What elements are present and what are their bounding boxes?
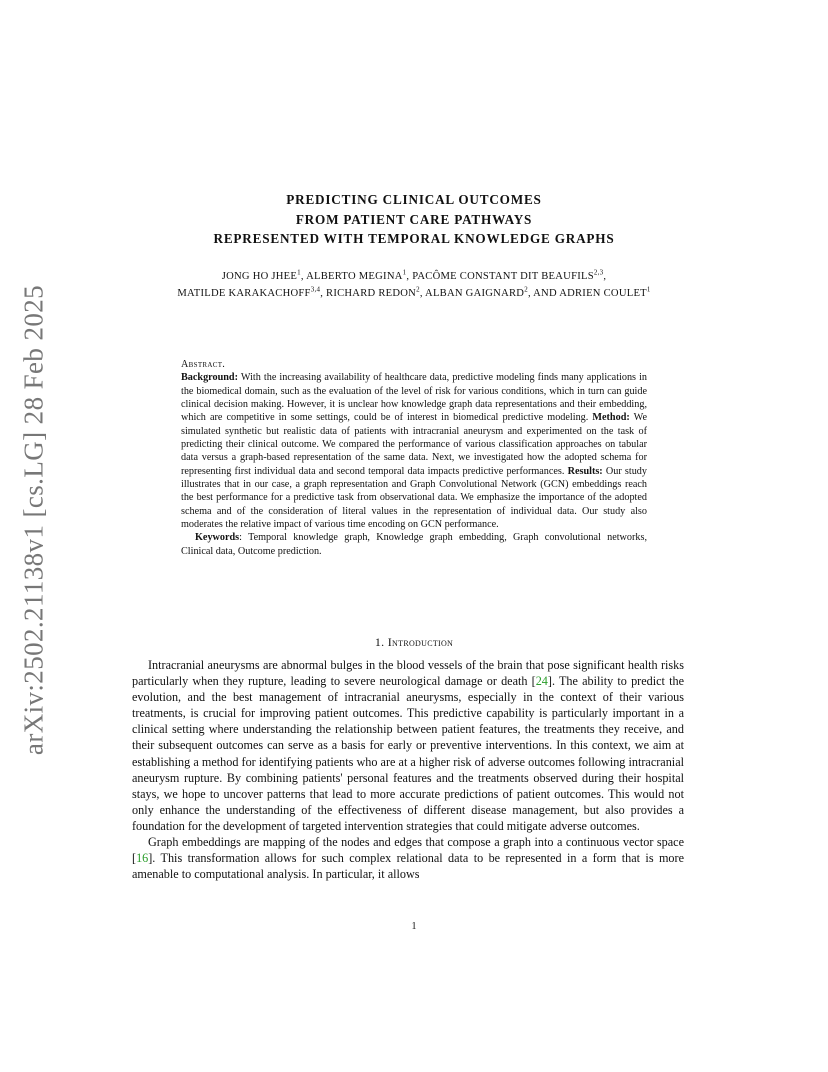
paper-title — [0, 190, 828, 249]
author-conjunction: AND — [533, 288, 557, 299]
method-label: Method: — [592, 412, 630, 424]
author-name: ADRIEN COULET — [559, 288, 647, 299]
section-heading — [0, 635, 828, 650]
paragraph-text: ]. This transformation allows for such complex relational data to be represented in a form that is more amenable to computational analysis. In particular, it allows — [132, 851, 684, 882]
abstract-heading: Abstract. — [181, 359, 226, 370]
author-affiliation: 1 — [297, 268, 301, 277]
author-affiliation: 2,3 — [593, 268, 604, 277]
abstract — [181, 358, 647, 558]
paragraph-text: ]. The ability to predict the evolution, and the best management of intracranial aneurysms, especially in the context of their various treatments, is crucial for improving patient outcomes. This predictive capability is particularly important in a clinical setting where understanding the relationship between patient features, the treatments they receive, and their subsequent outcomes can serve as a basis for early or preventive interventions. In this context, we aim at establishing a method for identifying patients who are at a higher risk of adverse outcomes following intracranial aneurysm rupture. By combining patients' personal features and the treatments observed during their hospital stays, we hope to uncover patterns that lead to more accurate predictions of patient outcomes. This would not only enhance the understanding of the effectiveness of different disease management, but also provides a foundation for the development of targeted intervention strategies that could mitigate adverse outcomes. — [132, 674, 684, 833]
results-text: Our study illustrates that in our case, a graph representation and Graph Convolutional Network (GCN) embeddings reach the best performance for a predictive task from observational data. We emphasize the importance of the adopted schema and of the consideration of literal values in the representation of individual data. Our study also moderates the relative impact of various time encoding on GCN performance. — [181, 465, 647, 531]
results-label: Results: — [567, 465, 603, 477]
paragraph — [132, 834, 684, 882]
author-name: JONG HO JHEE — [221, 271, 298, 282]
author-name: ALBAN GAIGNARD — [425, 288, 525, 299]
arxiv-sidebar — [14, 285, 54, 755]
author-name: RICHARD REDON — [326, 288, 417, 299]
citation-link[interactable]: 16 — [136, 851, 149, 866]
paragraph — [132, 657, 684, 834]
title-line-2: FROM PATIENT CARE PATHWAYS — [295, 211, 533, 227]
author-affiliation: 2 — [416, 285, 420, 294]
title-line-3: REPRESENTED WITH TEMPORAL KNOWLEDGE GRAPHS — [213, 231, 615, 246]
author-list: JONG HO JHEE$^1$, ALBERTO MEGINA$^1$, PACÔME CONSTANT DIT BEAUFILS$^{2,3}$, MATILDE KARAKACHOFF$^{3,4}$, RICHARD REDON$^2$, ALBAN GAIGNARD$^2$, AND ADRIEN COULET$^1$ — [177, 268, 651, 299]
keywords-text: : Temporal knowledge graph, Knowledge graph embedding, Graph convolutional networks, Clinical data, Outcome prediction. — [181, 532, 647, 557]
title-line-1: PREDICTING CLINICAL OUTCOMES — [286, 192, 542, 207]
body-text — [132, 657, 684, 882]
keywords-label: Keywords — [195, 532, 240, 544]
author-name: MATILDE KARAKACHOFF — [177, 288, 311, 299]
author-affiliation: 3,4 — [310, 285, 321, 294]
arxiv-identifier: arXiv:2502.21138v1 [cs.LG] 28 Feb 2025 — [18, 284, 49, 756]
abstract-body — [181, 371, 647, 531]
background-text: With the increasing availability of healthcare data, predictive modeling finds many applications in the biomedical domain, such as the evaluation of the level of risk for various conditions, which in turn can guide clinical decision making. However, it is unclear how knowledge graph data representations and their embedding, which are competitive in some settings, could be of interest in biomedical predictive modeling. — [181, 372, 647, 424]
background-label: Background: — [181, 372, 238, 384]
author-name: ALBERTO MEGINA — [306, 271, 403, 282]
section-number: 1. — [374, 635, 385, 649]
method-text: We simulated synthetic but realistic data of patients with intracranial aneurysm and experimented on the task of predicting their clinical outcome. We compared the performance of various classification approaches on tabular data versus a graph-based representation of the same data. Next, we investigated how the adopted schema for representing first individual data and second temporal data impacts predictive performances. — [181, 412, 647, 477]
paragraph-text: Graph embeddings are mapping of the nodes and edges that compose a graph into a continuous vector space [ — [132, 835, 684, 866]
citation-link[interactable]: 24 — [535, 674, 548, 689]
section-title: Introduction — [387, 635, 454, 649]
page-number: 1 — [411, 921, 417, 932]
paragraph-text: Intracranial aneurysms are abnormal bulges in the blood vessels of the brain that pose significant health risks particularly when they rupture, leading to severe neurological damage or death [ — [132, 658, 684, 689]
author-name: PACÔME CONSTANT DIT BEAUFILS — [412, 271, 594, 282]
author-affiliation: 2 — [524, 285, 528, 294]
author-affiliation: 1 — [646, 285, 651, 294]
author-affiliation: 1 — [402, 268, 407, 277]
keywords — [181, 531, 647, 558]
